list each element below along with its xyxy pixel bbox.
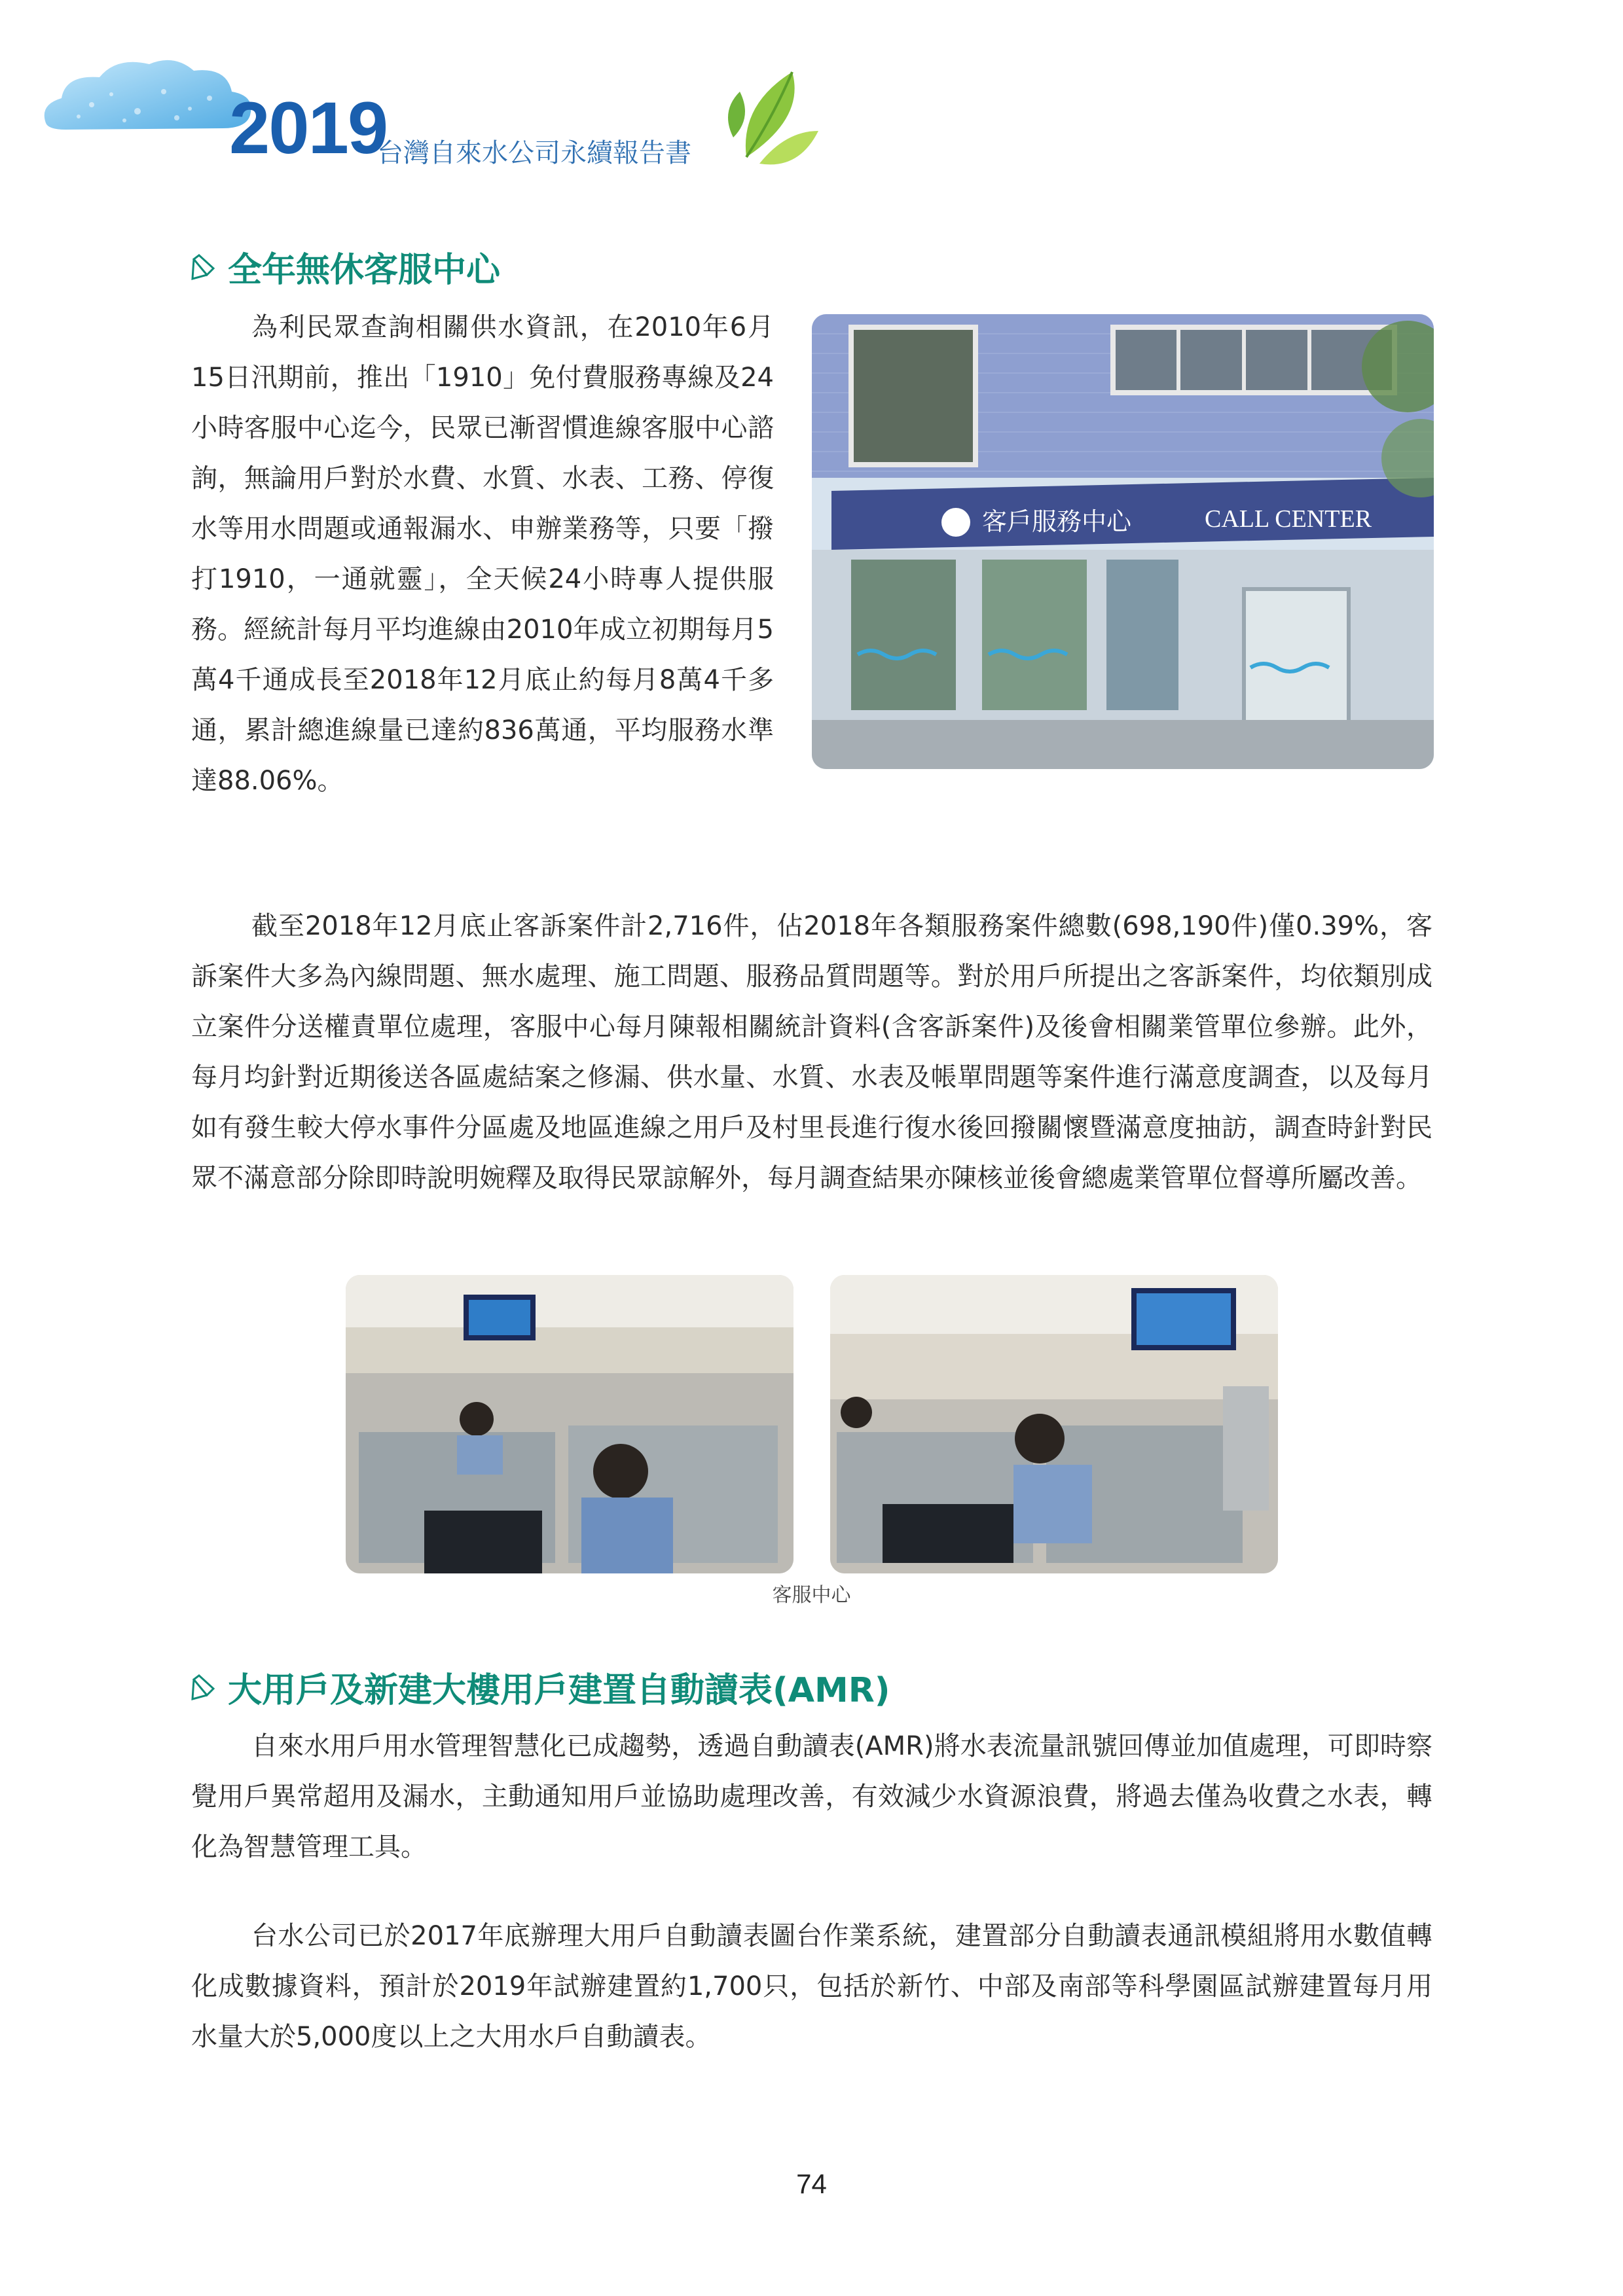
paragraph: 截至2018年12月底止客訴案件計2,716件，佔2018年各類服務案件總數(698,190件)僅0.39%，客訴案件大多為內線問題、無水處理、施工問題、服務品質問題等。對於用戶所提出之客訴案件，均依類別成立案件分送權責單位處理，客服中心每月陳報相關統計資料(含客訴案件)及後會相關業管單位參辦。此外，每月均針對近期後送各區處結案之修漏、供水量、水質、水表及帳單問題等案件進行滿意度調查，以及每月如有發生較大停水事件分區處及地區進線之用戶及村里長進行復水後回撥關懷暨滿意度抽訪，調查時針對民眾不滿意部分除即時說明婉釋及取得民眾諒解外，每月調查結果亦陳核並後會總處業管單位督導所屬改善。 [191,911,1432,1193]
report-title: 台灣自來水公司永續報告書 [377,138,691,168]
paragraph: 台水公司已於2017年底辦理大用戶自動讀表圖台作業系統，建置部分自動讀表通訊模組將用水數值轉化成數據資料，預計於2019年試辦建置約1,700只，包括於新竹、中部及南部等科學園區試辦建置每月用水量大於5,000度以上之大用水戶自動讀表。 [191,1921,1432,2052]
call-center-office-photo-1 [346,1275,793,1573]
photo-caption: 客服中心 [772,1584,851,1607]
report-header [39,52,851,183]
section-title: 大用戶及新建大樓用戶建置自動讀表(AMR) [228,1671,890,1710]
sign-text-english: CALL CENTER [1205,505,1372,533]
call-center-office-photo-2 [830,1275,1278,1573]
bullet-pen-icon [190,253,219,281]
section-title: 全年無休客服中心 [228,251,501,290]
page-number: 74 [796,2168,827,2199]
section-heading-amr [190,1662,890,1712]
leaf-logo-icon [720,59,825,177]
bullet-pen-icon [190,1673,219,1702]
call-center-building-photo [812,314,1434,769]
paragraph: 為利民眾查詢相關供水資訊，在2010年6月15日汛期前，推出「1910」免付費服務專線及24小時客服中心迄今，民眾已漸習慣進線客服中心諮詢，無論用戶對於水費、水質、水表、工務、停復水等用水問題或通報漏水、申辦業務等，只要「撥打1910，一通就靈」，全天候24小時專人提供服務。經統計每月平均進線由2010年成立初期每月5萬4千通成長至2018年12月底止約每月8萬4千多通，累計總進線量已達約836萬通，平均服務水準達88.06%。 [191,312,774,796]
section-heading-call-center [190,242,500,291]
report-year: 2019 [229,87,388,169]
sign-text-chinese: 客戶服務中心 [982,507,1132,536]
paragraph: 自來水用戶用水管理智慧化已成趨勢，透過自動讀表(AMR)將水表流量訊號回傳並加值處理，可即時察覺用戶異常超用及漏水，主動通知用戶並協助處理改善，有效減少水資源浪費，將過去僅為收費之水表，轉化為智慧管理工具。 [191,1731,1432,1862]
